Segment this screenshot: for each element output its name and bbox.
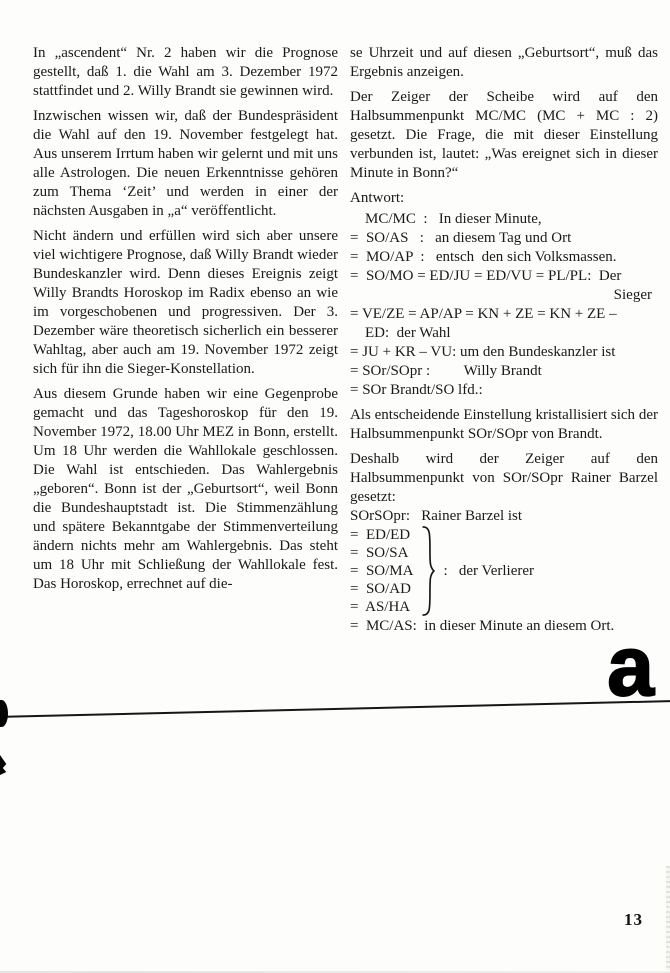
ascendent-a-logo: a (607, 619, 654, 713)
paragraph-inzwischen: Inzwischen wissen wir, daß der Bundespräsident die Wahl auf den 19. November festgelegt hat. Aus unserem Irrtum haben wir gelernt und mit uns alle Astrologen. Die neuen Erkenntnisse gehören zum Thema ‘Zeit’ und werden in einer der nächsten Ausgaben in „a“ veröffentlicht. (33, 108, 338, 219)
loser-line: = SO/AD (350, 581, 411, 597)
paragraph-gegenprobe: Aus diesem Grunde haben wir eine Gegenprobe gemacht und das Tageshoroskop für den 19. November 1972, 18.00 Uhr MEZ in Bonn, erstellt. Um 18 Uhr werden die Wahllokale geschlossen. Die Wahl ist entschieden. Das Wahlergebnis „geboren“. Bonn ist der „Geburtsort“, weil Bonn die Bundeshauptstadt ist. Die Stimmenzählung und spätere Bekanntgabe der Stimmenverteilung ändern nichts mehr am Wahlergebnis. Das steht um 18 Uhr mit Schließung der Wahllokale fest. Das Horoskop, errechnet auf die- (33, 386, 338, 592)
loser-line: = ED/ED (350, 527, 411, 543)
left-column (33, 44, 338, 600)
horizontal-rule (0, 700, 670, 718)
answer-line: MC/MC : In dieser Minute, (350, 211, 542, 227)
scan-artifact-wedge (0, 755, 7, 775)
loser-label: : der Verlierer (443, 562, 534, 579)
answer-line: = SO/AS : an diesem Tag und Ort (350, 230, 572, 246)
loser-line: = AS/HA (350, 599, 411, 615)
curly-brace-icon (421, 526, 435, 616)
page-edge-texture (666, 866, 670, 970)
page-number: 13 (624, 910, 643, 929)
loser-equations (350, 526, 413, 616)
answer-line: = JU + KR – VU: um den Bundeskanzler ist (350, 344, 616, 360)
answer-list (350, 210, 658, 400)
answer-line-sieger: Sieger (613, 287, 652, 303)
paragraph-nicht-aendern: Nicht ändern und erfüllen wird sich aber unsere viel wichtigere Prognose, daß Willy Brandt wieder Bundeskanzler wird. Denn dieses Ereignis zeigt Willy Brandts Horoskop im Radix ebenso an wie im vorgeschobenen und progressiven. Der 3. Dezember wäre theoretisch sicherlich ein besserer Wahltag, aber auch am 19. November 1972 zeigt sich für ihn die Sieger-Konstellation. (33, 228, 338, 377)
paragraph-deshalb: Deshalb wird der Zeiger auf den Halbsummenpunkt von SOr/SOpr Rainer Barzel gesetzt: (350, 451, 658, 505)
loser-line: = SO/MA (350, 563, 414, 579)
answer-line: = SOr Brandt/SO lfd.: (350, 382, 483, 398)
final-answer-line: = MC/AS: in dieser Minute an diesem Ort. (350, 618, 615, 634)
paragraph-zeiger: Der Zeiger der Scheibe wird auf den Halbsummenpunkt MC/MC (MC + MC : 2) gesetzt. Die Frage, die mit dieser Einstellung verbunden ist, lautet: „Was ereignet sich in dieser Minute in Bonn?“ (350, 89, 658, 181)
answer-line: = SO/MO = ED/JU = ED/VU = PL/PL: Der (350, 268, 622, 284)
answer-line: = MO/AP : entsch den sich Volksmassen. (350, 249, 617, 265)
sorsopr-line: SOrSOpr: Rainer Barzel ist (350, 508, 523, 524)
answer-line: = VE/ZE = AP/AP = KN + ZE = KN + ZE – (350, 306, 617, 322)
paragraph-entscheidend: Als entscheidende Einstellung kristallisiert sich der Halbsummenpunkt SOr/SOpr von Brandt. (350, 407, 658, 442)
antwort-label: Antwort: (350, 190, 405, 206)
answer-line: ED: der Wahl (350, 325, 451, 341)
scan-artifact-blob (0, 700, 8, 727)
answer-line: = SOr/SOpr : Willy Brandt (350, 363, 542, 379)
loser-equations-group (350, 526, 658, 616)
right-column (350, 44, 658, 713)
loser-line: = SO/SA (350, 545, 409, 561)
paragraph-uhrzeit: se Uhrzeit und auf diesen „Geburtsort“, muß das Ergebnis anzeigen. (350, 45, 658, 80)
paragraph-prognose: In „ascendent“ Nr. 2 haben wir die Prognose gestellt, daß 1. die Wahl am 3. Dezember 1972 stattfindet und 2. Willy Brandt sie gewinnen wird. (33, 45, 338, 99)
